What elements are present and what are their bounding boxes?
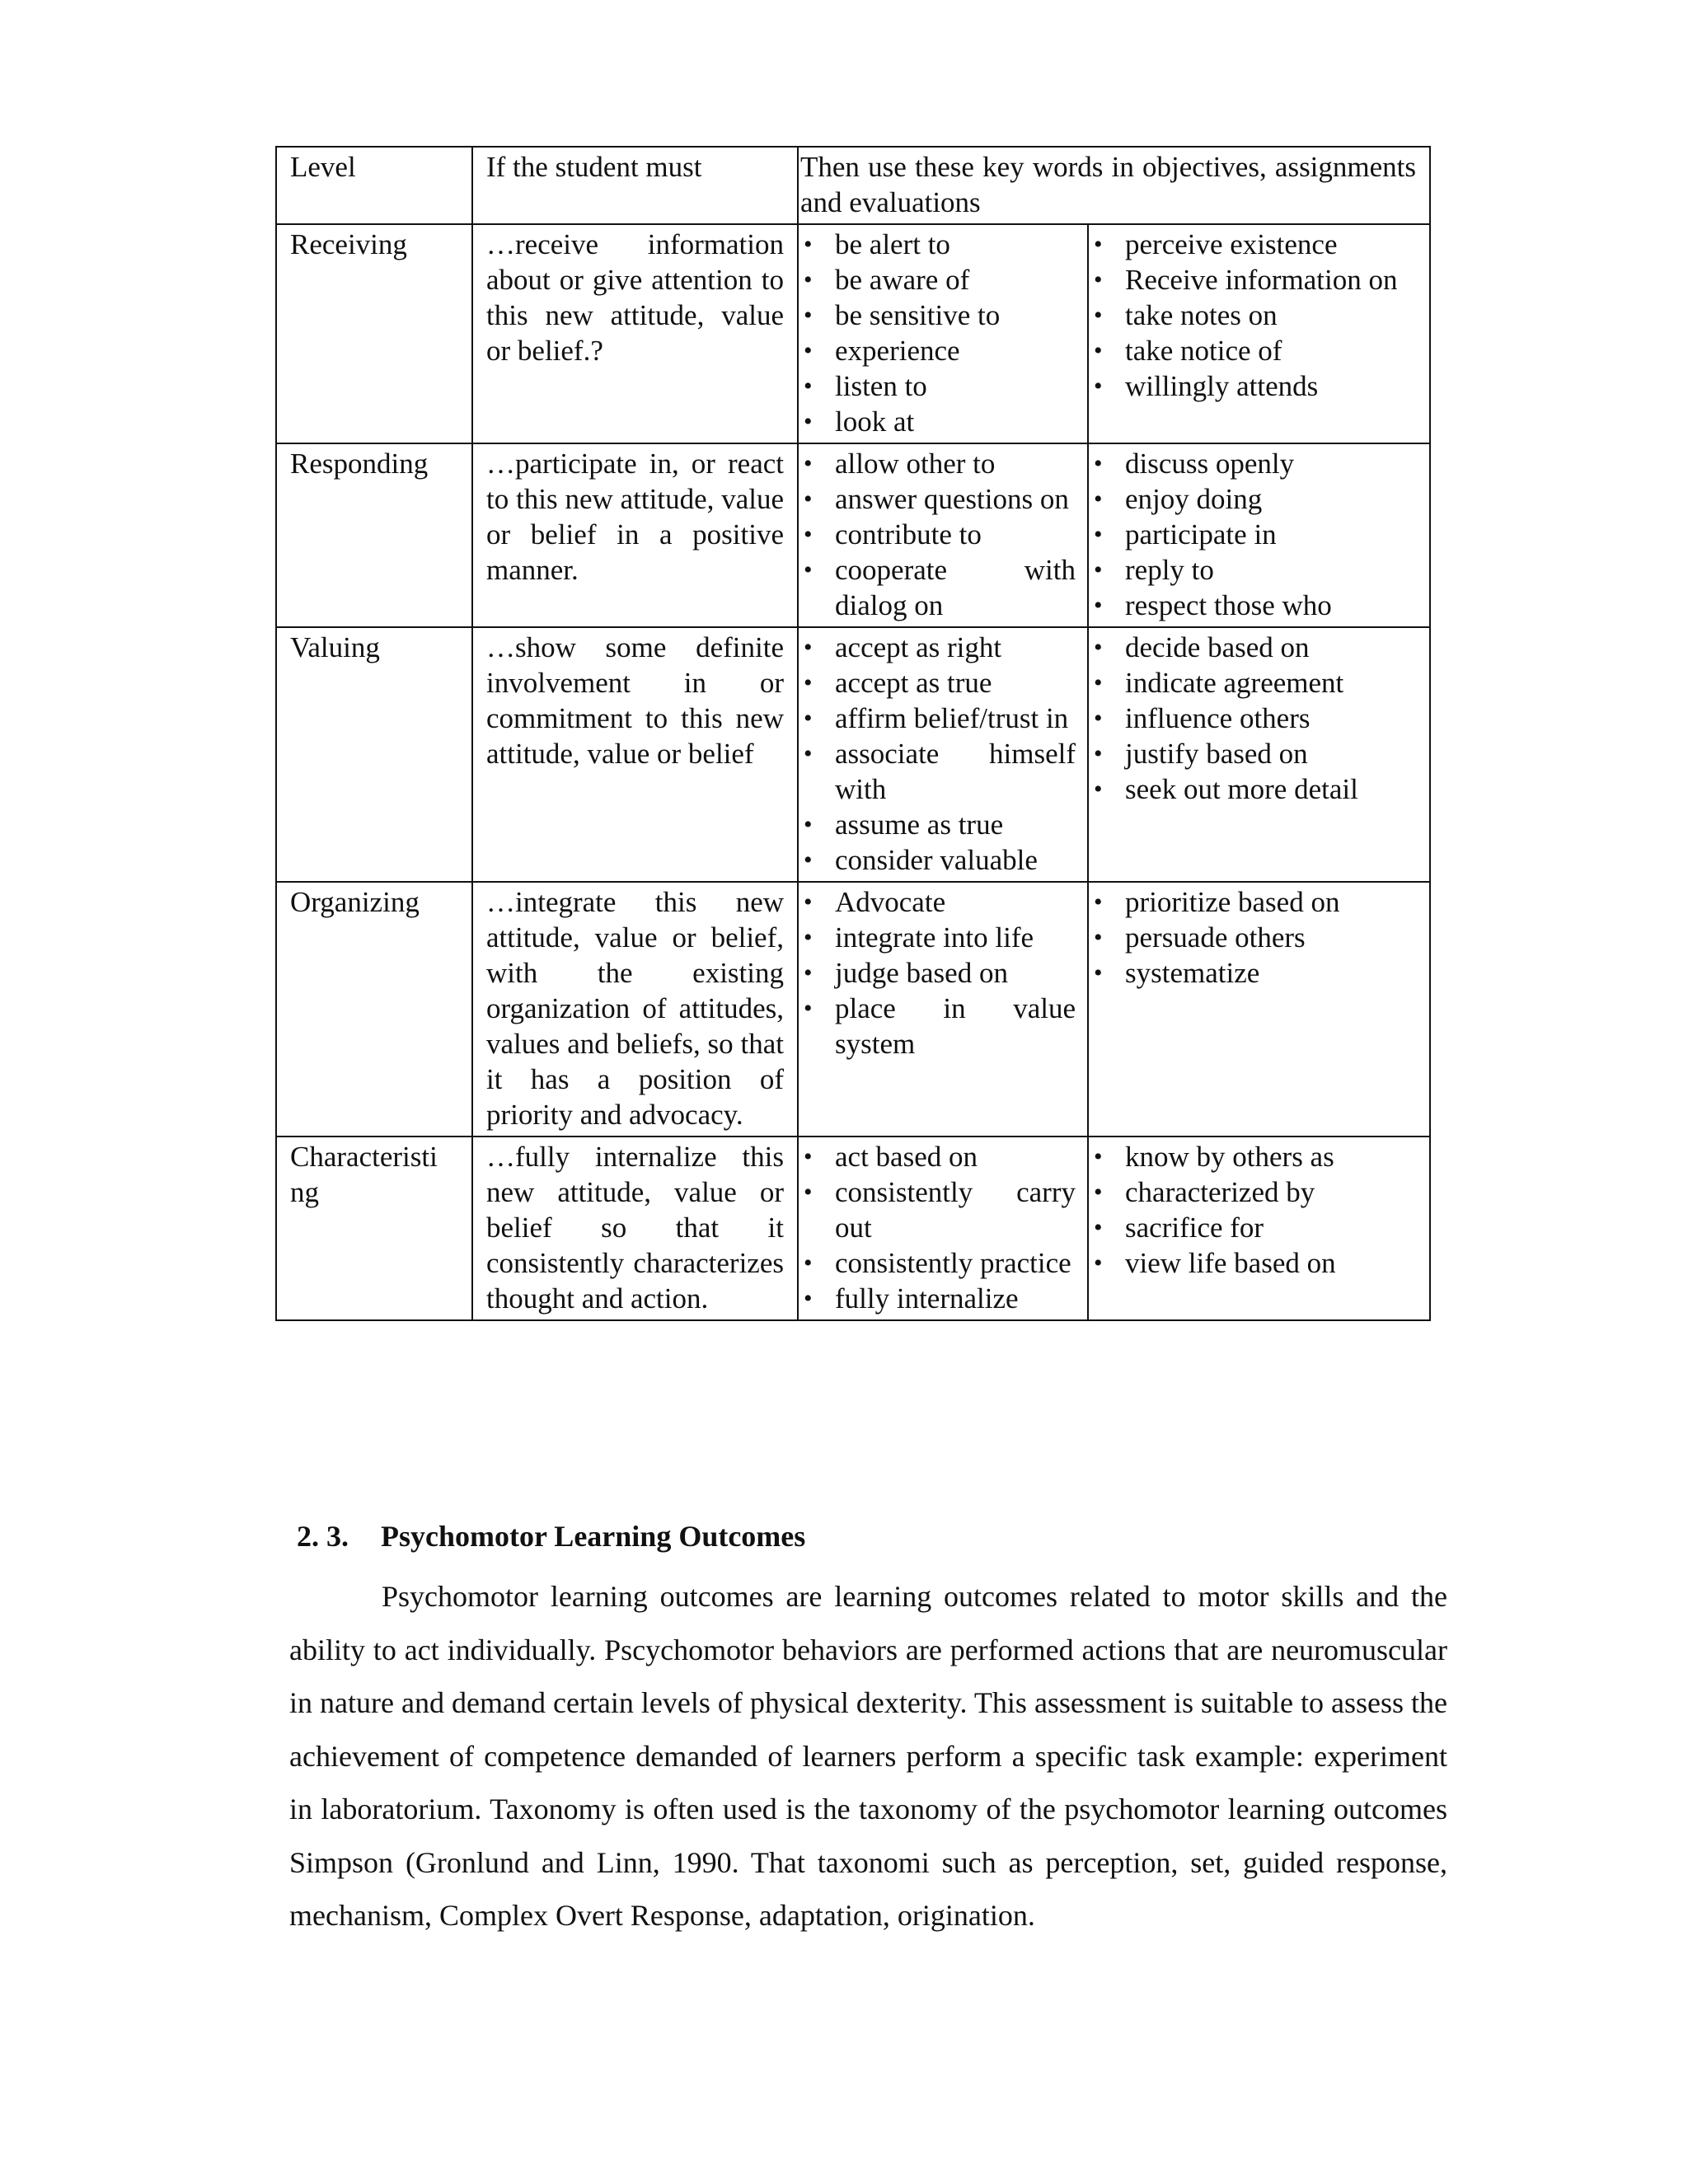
keyword-text: accept as right xyxy=(835,631,1002,663)
keyword-list xyxy=(804,227,1076,439)
keyword-text: answer questions on xyxy=(835,483,1069,515)
level-cell: Organizing xyxy=(276,882,472,1137)
level-cell: Characteristi ng xyxy=(276,1137,472,1320)
bullet-icon: • xyxy=(804,521,813,548)
keyword-text: decide based on xyxy=(1125,631,1310,663)
keyword-text: take notice of xyxy=(1125,335,1282,367)
keyword-item xyxy=(804,630,1076,665)
bullet-icon: • xyxy=(804,740,813,767)
bullet-icon: • xyxy=(804,373,813,400)
bullet-icon: • xyxy=(804,1249,813,1277)
keywords-cell-1 xyxy=(798,882,1088,1137)
keyword-list xyxy=(1094,227,1418,404)
keyword-item xyxy=(1094,1210,1418,1245)
keyword-item xyxy=(804,481,1076,517)
keyword-text: perceive existence xyxy=(1125,228,1338,260)
bullet-icon: • xyxy=(804,302,813,329)
keyword-item xyxy=(804,955,1076,991)
bullet-icon: • xyxy=(1094,959,1103,987)
keyword-list xyxy=(804,1139,1076,1316)
keyword-list xyxy=(1094,630,1418,807)
keyword-item xyxy=(1094,481,1418,517)
keyword-text: systematize xyxy=(1125,957,1260,989)
keyword-text: fully internalize xyxy=(835,1282,1019,1315)
keyword-item xyxy=(1094,298,1418,333)
keyword-list xyxy=(804,884,1076,1062)
student-must-cell: …participate in, or react to this new attitude, value or belief in a positive manner. xyxy=(472,443,798,627)
keyword-item xyxy=(804,227,1076,262)
keyword-item xyxy=(1094,517,1418,552)
keyword-text: assume as true xyxy=(835,808,1004,841)
keywords-cell-2 xyxy=(1088,1137,1430,1320)
keyword-text: sacrifice for xyxy=(1125,1212,1264,1244)
keywords-cell-1 xyxy=(798,1137,1088,1320)
keyword-item xyxy=(804,665,1076,701)
keyword-item xyxy=(804,446,1076,481)
level-cell: Receiving xyxy=(276,224,472,443)
bullet-icon: • xyxy=(804,450,813,477)
bullet-icon: • xyxy=(804,811,813,838)
student-must-cell: …integrate this new attitude, value or belief, with the existing organization of attitudes, values and beliefs, so that it has a position of priority and advocacy. xyxy=(472,882,798,1137)
keyword-list xyxy=(1094,884,1418,991)
keyword-item xyxy=(804,298,1076,333)
keyword-item xyxy=(804,333,1076,368)
bullet-icon: • xyxy=(804,1143,813,1170)
bullet-icon: • xyxy=(1094,302,1103,329)
keyword-text: associate himself with xyxy=(835,738,1076,805)
keyword-item xyxy=(804,368,1076,404)
section-heading xyxy=(297,1518,805,1554)
table-header-row xyxy=(276,147,1430,224)
keyword-item xyxy=(1094,630,1418,665)
bullet-icon: • xyxy=(1094,592,1103,619)
level-cell: Responding xyxy=(276,443,472,627)
bullet-icon: • xyxy=(1094,1214,1103,1241)
keyword-text: enjoy doing xyxy=(1125,483,1263,515)
keyword-text: influence others xyxy=(1125,702,1311,734)
keyword-list xyxy=(1094,1139,1418,1281)
bullet-icon: • xyxy=(804,231,813,258)
keyword-list xyxy=(804,630,1076,878)
keyword-item xyxy=(804,1281,1076,1316)
keyword-text: Receive information on xyxy=(1125,264,1398,296)
bullet-icon: • xyxy=(1094,924,1103,951)
keyword-text: affirm belief/trust in xyxy=(835,702,1069,734)
bullet-icon: • xyxy=(1094,669,1103,696)
bullet-icon: • xyxy=(1094,450,1103,477)
keyword-item xyxy=(804,884,1076,920)
keyword-item xyxy=(804,701,1076,736)
keywords-cell-2 xyxy=(1088,443,1430,627)
keyword-item xyxy=(1094,1139,1418,1174)
keyword-item xyxy=(1094,955,1418,991)
keyword-item xyxy=(804,1139,1076,1174)
bullet-icon: • xyxy=(1094,1249,1103,1277)
keyword-item xyxy=(1094,771,1418,807)
keyword-text: characterized by xyxy=(1125,1176,1315,1208)
bullet-icon: • xyxy=(1094,634,1103,661)
table-row xyxy=(276,882,1430,1137)
bullet-icon: • xyxy=(804,1285,813,1312)
bullet-icon: • xyxy=(1094,1179,1103,1206)
keyword-item xyxy=(804,842,1076,878)
keyword-item xyxy=(1094,665,1418,701)
bullet-icon: • xyxy=(1094,373,1103,400)
keyword-text: consistently practice xyxy=(835,1247,1071,1279)
keyword-item xyxy=(1094,368,1418,404)
bullet-icon: • xyxy=(1094,705,1103,732)
keyword-text: be sensitive to xyxy=(835,299,1001,331)
keyword-text: allow other to xyxy=(835,448,996,480)
keyword-item xyxy=(1094,446,1418,481)
bullet-icon: • xyxy=(1094,231,1103,258)
table-row xyxy=(276,443,1430,627)
keyword-item xyxy=(804,807,1076,842)
keyword-item xyxy=(804,552,1076,623)
table-row xyxy=(276,224,1430,443)
bullet-icon: • xyxy=(804,995,813,1022)
keyword-text: consistently carry out xyxy=(835,1176,1076,1244)
keyword-item xyxy=(1094,588,1418,623)
bullet-icon: • xyxy=(1094,337,1103,364)
keyword-text: indicate agreement xyxy=(1125,667,1344,699)
bullet-icon: • xyxy=(804,959,813,987)
keyword-item xyxy=(1094,227,1418,262)
keyword-text: integrate into life xyxy=(835,921,1034,954)
bullet-icon: • xyxy=(804,846,813,874)
keywords-cell-2 xyxy=(1088,224,1430,443)
keyword-item xyxy=(804,262,1076,298)
keyword-text: view life based on xyxy=(1125,1247,1336,1279)
keyword-item xyxy=(804,1174,1076,1245)
keyword-list xyxy=(1094,446,1418,623)
student-must-cell: …receive information about or give attention to this new attitude, value or belief.? xyxy=(472,224,798,443)
bullet-icon: • xyxy=(1094,740,1103,767)
keyword-text: participate in xyxy=(1125,518,1277,551)
keyword-item xyxy=(804,920,1076,955)
bullet-icon: • xyxy=(804,705,813,732)
table-row xyxy=(276,627,1430,882)
keyword-item xyxy=(1094,333,1418,368)
level-cell: Valuing xyxy=(276,627,472,882)
keyword-text: reply to xyxy=(1125,554,1214,586)
bullet-icon: • xyxy=(1094,556,1103,583)
keyword-text: discuss openly xyxy=(1125,448,1295,480)
keyword-text: experience xyxy=(835,335,960,367)
keyword-item xyxy=(1094,1174,1418,1210)
keyword-text: justify based on xyxy=(1125,738,1308,770)
keyword-text: persuade others xyxy=(1125,921,1306,954)
keyword-text: judge based on xyxy=(835,957,1008,989)
keyword-text: Advocate xyxy=(835,886,946,918)
keyword-item xyxy=(1094,262,1418,298)
bullet-icon: • xyxy=(1094,776,1103,803)
keyword-item xyxy=(804,736,1076,807)
student-must-cell: …fully internalize this new attitude, value or belief so that it consistently characterizes thought and action. xyxy=(472,1137,798,1320)
keyword-text: respect those who xyxy=(1125,589,1332,621)
header-must: If the student must xyxy=(472,147,798,224)
bullet-icon: • xyxy=(804,1179,813,1206)
keyword-text: consider valuable xyxy=(835,844,1038,876)
keyword-text: seek out more detail xyxy=(1125,773,1358,805)
bullet-icon: • xyxy=(804,924,813,951)
section-paragraph: Psychomotor learning outcomes are learning outcomes related to motor skills and the ability to act individually. Pscychomotor behaviors are performed actions that are neuromuscular in nature and demand certain levels of physical dexterity. This assessment is suitable to assess the achievement of competence demanded of learners perform a specific task example: experiment in laboratorium. Taxonomy is often used is the taxonomy of the psychomotor learning outcomes Simpson (Gronlund and Linn, 1990. That taxonomi such as perception, set, guided response, mechanism, Complex Overt Response, adaptation, origination. xyxy=(289,1580,1447,1932)
keyword-item xyxy=(804,1245,1076,1281)
bullet-icon: • xyxy=(1094,485,1103,513)
keyword-text: willingly attends xyxy=(1125,370,1319,402)
keyword-item xyxy=(804,517,1076,552)
bullet-icon: • xyxy=(804,634,813,661)
affective-keywords-table xyxy=(275,146,1431,1321)
keyword-item xyxy=(1094,552,1418,588)
keyword-text: listen to xyxy=(835,370,927,402)
bullet-icon: • xyxy=(1094,521,1103,548)
header-keywords: Then use these key words in objectives, assignments and evaluations xyxy=(798,147,1430,224)
bullet-icon: • xyxy=(804,888,813,916)
section-title: Psychomotor Learning Outcomes xyxy=(381,1520,806,1553)
keyword-text: contribute to xyxy=(835,518,982,551)
keywords-cell-1 xyxy=(798,224,1088,443)
keyword-item xyxy=(1094,701,1418,736)
keyword-text: accept as true xyxy=(835,667,992,699)
student-must-cell: …show some definite involvement in or commitment to this new attitude, value or belief xyxy=(472,627,798,882)
keywords-cell-1 xyxy=(798,443,1088,627)
keyword-item xyxy=(1094,736,1418,771)
keyword-text: prioritize based on xyxy=(1125,886,1340,918)
keyword-item xyxy=(1094,1245,1418,1281)
keyword-text: act based on xyxy=(835,1141,978,1173)
keyword-text: look at xyxy=(835,405,915,438)
keywords-cell-1 xyxy=(798,627,1088,882)
section-number: 2. 3. xyxy=(297,1520,349,1553)
bullet-icon: • xyxy=(804,669,813,696)
bullet-icon: • xyxy=(804,556,813,583)
table-row xyxy=(276,1137,1430,1320)
bullet-icon: • xyxy=(1094,1143,1103,1170)
keyword-text: place in value system xyxy=(835,992,1076,1060)
keyword-text: cooperate with dialog on xyxy=(835,554,1076,621)
bullet-icon: • xyxy=(1094,888,1103,916)
keyword-item xyxy=(804,404,1076,439)
bullet-icon: • xyxy=(804,337,813,364)
header-level: Level xyxy=(276,147,472,224)
bullet-icon: • xyxy=(804,408,813,435)
keyword-text: take notes on xyxy=(1125,299,1278,331)
bullet-icon: • xyxy=(804,485,813,513)
keyword-text: know by others as xyxy=(1125,1141,1334,1173)
keywords-cell-2 xyxy=(1088,627,1430,882)
bullet-icon: • xyxy=(804,266,813,293)
keyword-text: be alert to xyxy=(835,228,950,260)
keyword-item xyxy=(1094,920,1418,955)
bullet-icon: • xyxy=(1094,266,1103,293)
keywords-cell-2 xyxy=(1088,882,1430,1137)
keyword-item xyxy=(1094,884,1418,920)
keyword-item xyxy=(804,991,1076,1062)
keyword-list xyxy=(804,446,1076,623)
keyword-text: be aware of xyxy=(835,264,970,296)
